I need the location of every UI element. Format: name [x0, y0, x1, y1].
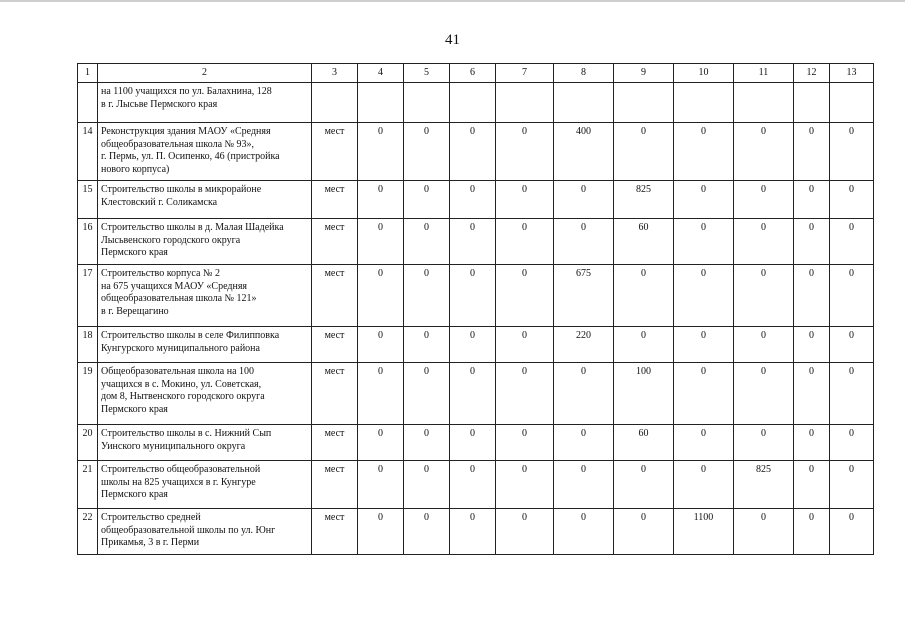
- header-cell: 1: [78, 64, 98, 83]
- value-cell: 0: [404, 123, 450, 181]
- value-cell: 0: [614, 509, 674, 555]
- value-cell: 0: [734, 123, 794, 181]
- value-cell: 0: [358, 327, 404, 363]
- value-cell: 0: [794, 265, 830, 327]
- value-cell: 0: [554, 363, 614, 425]
- value-cell: 0: [794, 219, 830, 265]
- table-row: [78, 265, 874, 327]
- value-cell: 0: [734, 363, 794, 425]
- value-cell: 0: [496, 363, 554, 425]
- value-cell: 0: [674, 123, 734, 181]
- value-cell: 0: [404, 265, 450, 327]
- value-cell: 0: [450, 219, 496, 265]
- value-cell: 675: [554, 265, 614, 327]
- value-cell: 0: [554, 461, 614, 509]
- header-cell: 4: [358, 64, 404, 83]
- row-number: 22: [78, 509, 98, 555]
- value-cell: 0: [734, 181, 794, 219]
- data-table: [77, 63, 874, 555]
- value-cell: 0: [554, 425, 614, 461]
- value-cell: 0: [794, 509, 830, 555]
- value-cell: 0: [450, 181, 496, 219]
- value-cell: 0: [734, 219, 794, 265]
- header-cell: 10: [674, 64, 734, 83]
- value-cell: 0: [450, 425, 496, 461]
- unit-cell: мест: [312, 265, 358, 327]
- value-cell: 0: [614, 265, 674, 327]
- object-name: Строительство школы в микрорайоне Клестовский г. Соликамска: [98, 181, 312, 219]
- value-cell: 0: [794, 123, 830, 181]
- value-cell: 0: [734, 509, 794, 555]
- value-cell: 825: [614, 181, 674, 219]
- value-cell: 0: [674, 363, 734, 425]
- top-edge-rule: [0, 0, 905, 2]
- value-cell: 0: [358, 219, 404, 265]
- value-cell: 100: [614, 363, 674, 425]
- header-cell: 7: [496, 64, 554, 83]
- value-cell: [450, 83, 496, 123]
- value-cell: 0: [830, 461, 874, 509]
- value-cell: 400: [554, 123, 614, 181]
- object-name: Строительство школы в д. Малая Шадейка Лысьвенского городского округа Пермского края: [98, 219, 312, 265]
- unit-cell: мест: [312, 425, 358, 461]
- value-cell: [496, 83, 554, 123]
- value-cell: 0: [554, 181, 614, 219]
- row-number: 20: [78, 425, 98, 461]
- value-cell: [554, 83, 614, 123]
- row-number: [78, 83, 98, 123]
- object-name: Строительство школы в селе Филипповка Кунгурского муниципального района: [98, 327, 312, 363]
- unit-cell: мест: [312, 219, 358, 265]
- value-cell: 0: [404, 219, 450, 265]
- object-name: Строительство общеобразовательной школы на 825 учащихся в г. Кунгуре Пермского края: [98, 461, 312, 509]
- value-cell: 0: [794, 363, 830, 425]
- unit-cell: мест: [312, 327, 358, 363]
- header-cell: 6: [450, 64, 496, 83]
- value-cell: 0: [614, 123, 674, 181]
- unit-cell: мест: [312, 363, 358, 425]
- value-cell: 0: [404, 363, 450, 425]
- header-cell: 3: [312, 64, 358, 83]
- value-cell: 0: [614, 327, 674, 363]
- table-row: [78, 363, 874, 425]
- header-cell: 12: [794, 64, 830, 83]
- table-row: [78, 83, 874, 123]
- object-name: Строительство корпуса № 2 на 675 учащихся МАОУ «Средняя общеобразовательная школа № 121» в г. Верещагино: [98, 265, 312, 327]
- page-number: 41: [445, 32, 460, 48]
- value-cell: 0: [450, 327, 496, 363]
- value-cell: 0: [450, 509, 496, 555]
- value-cell: 0: [734, 265, 794, 327]
- value-cell: 0: [496, 181, 554, 219]
- value-cell: 0: [734, 425, 794, 461]
- header-cell: 5: [404, 64, 450, 83]
- value-cell: 0: [496, 509, 554, 555]
- value-cell: 0: [404, 461, 450, 509]
- value-cell: 60: [614, 425, 674, 461]
- unit-cell: мест: [312, 181, 358, 219]
- table-row: [78, 181, 874, 219]
- value-cell: 0: [674, 327, 734, 363]
- value-cell: 0: [450, 123, 496, 181]
- value-cell: 220: [554, 327, 614, 363]
- value-cell: 0: [554, 219, 614, 265]
- unit-cell: мест: [312, 123, 358, 181]
- value-cell: 0: [674, 219, 734, 265]
- row-number: 21: [78, 461, 98, 509]
- value-cell: 0: [358, 363, 404, 425]
- header-cell: 13: [830, 64, 874, 83]
- value-cell: 1100: [674, 509, 734, 555]
- row-number: 15: [78, 181, 98, 219]
- header-cell: 9: [614, 64, 674, 83]
- value-cell: 0: [404, 425, 450, 461]
- value-cell: 0: [450, 461, 496, 509]
- value-cell: 0: [450, 265, 496, 327]
- value-cell: 0: [674, 425, 734, 461]
- value-cell: 0: [358, 425, 404, 461]
- value-cell: 0: [554, 509, 614, 555]
- row-number: 16: [78, 219, 98, 265]
- value-cell: 0: [496, 461, 554, 509]
- value-cell: 0: [830, 425, 874, 461]
- value-cell: 0: [614, 461, 674, 509]
- value-cell: 0: [830, 219, 874, 265]
- value-cell: 0: [450, 363, 496, 425]
- value-cell: 0: [830, 181, 874, 219]
- value-cell: 0: [830, 265, 874, 327]
- value-cell: 0: [830, 327, 874, 363]
- value-cell: 0: [496, 123, 554, 181]
- value-cell: 0: [674, 181, 734, 219]
- table-row: [78, 461, 874, 509]
- row-number: 17: [78, 265, 98, 327]
- header-cell: 11: [734, 64, 794, 83]
- value-cell: [404, 83, 450, 123]
- value-cell: 0: [496, 265, 554, 327]
- value-cell: 0: [404, 509, 450, 555]
- value-cell: [794, 83, 830, 123]
- value-cell: 0: [794, 181, 830, 219]
- value-cell: 0: [496, 219, 554, 265]
- table-row: [78, 425, 874, 461]
- value-cell: 0: [404, 181, 450, 219]
- object-name: Общеобразовательная школа на 100 учащихся в с. Мокино, ул. Советская, дом 8, Нытвенского городского округа Пермского края: [98, 363, 312, 425]
- unit-cell: [312, 83, 358, 123]
- table-body: [78, 83, 874, 555]
- unit-cell: мест: [312, 509, 358, 555]
- header-cell: 8: [554, 64, 614, 83]
- table-row: [78, 327, 874, 363]
- value-cell: 0: [674, 461, 734, 509]
- row-number: 18: [78, 327, 98, 363]
- table-row: [78, 219, 874, 265]
- value-cell: 0: [358, 509, 404, 555]
- value-cell: 0: [358, 181, 404, 219]
- header-cell: 2: [98, 64, 312, 83]
- value-cell: 0: [358, 123, 404, 181]
- value-cell: 0: [830, 509, 874, 555]
- value-cell: 0: [496, 425, 554, 461]
- object-name: на 1100 учащихся по ул. Балахнина, 128 в г. Лысьве Пермского края: [98, 83, 312, 123]
- value-cell: 0: [830, 123, 874, 181]
- value-cell: [614, 83, 674, 123]
- value-cell: 0: [734, 327, 794, 363]
- value-cell: [674, 83, 734, 123]
- value-cell: [734, 83, 794, 123]
- unit-cell: мест: [312, 461, 358, 509]
- row-number: 14: [78, 123, 98, 181]
- value-cell: 0: [404, 327, 450, 363]
- value-cell: 0: [830, 363, 874, 425]
- table-row: [78, 509, 874, 555]
- value-cell: 0: [496, 327, 554, 363]
- value-cell: [830, 83, 874, 123]
- value-cell: 825: [734, 461, 794, 509]
- value-cell: 0: [794, 425, 830, 461]
- value-cell: 0: [358, 461, 404, 509]
- value-cell: 0: [674, 265, 734, 327]
- value-cell: 0: [794, 461, 830, 509]
- object-name: Строительство школы в с. Нижний Сып Уинского муниципального округа: [98, 425, 312, 461]
- value-cell: 0: [794, 327, 830, 363]
- header-row: [78, 64, 874, 83]
- object-name: Реконструкция здания МАОУ «Средняя общеобразовательная школа № 93», г. Пермь, ул. П. Осипенко, 46 (пристройка нового корпуса): [98, 123, 312, 181]
- value-cell: [358, 83, 404, 123]
- value-cell: 0: [358, 265, 404, 327]
- object-name: Строительство средней общеобразовательной школы по ул. Юнг Прикамья, 3 в г. Перми: [98, 509, 312, 555]
- row-number: 19: [78, 363, 98, 425]
- value-cell: 60: [614, 219, 674, 265]
- table-row: [78, 123, 874, 181]
